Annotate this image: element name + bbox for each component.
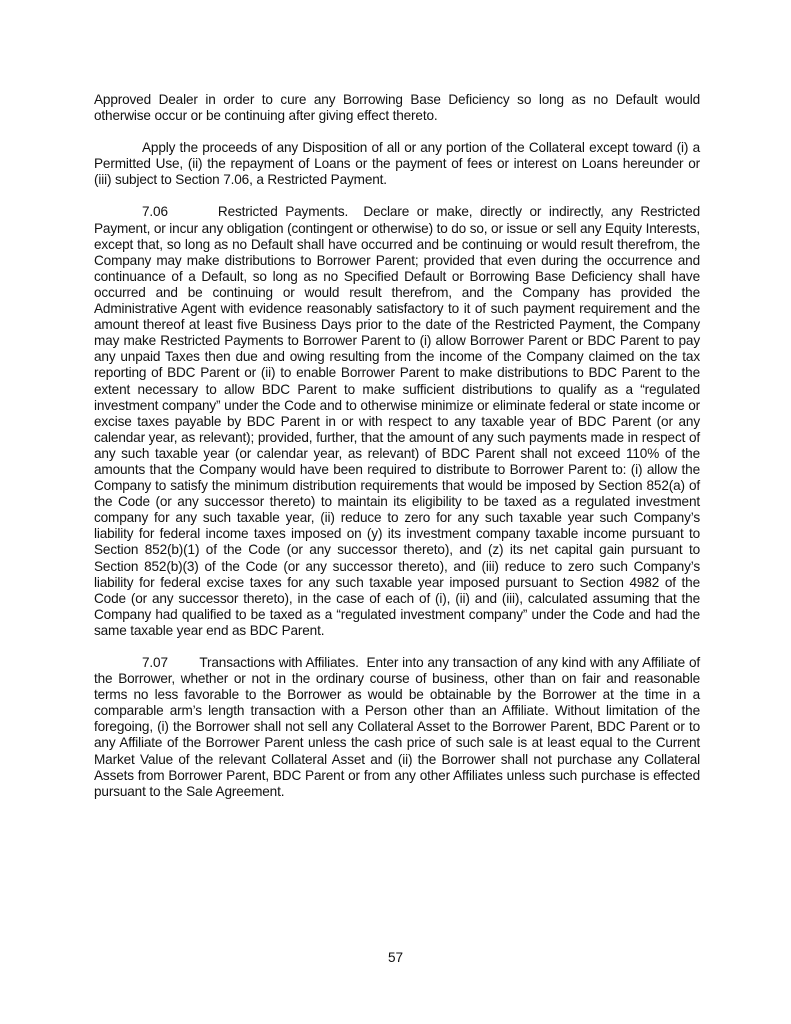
- section-body: Declare or make, directly or indirectly, any Restricted Payment, or incur any obligation (contingent or otherwise) to do so, or issue or sell any Equity Interests, except that, so long as no Default shall have occurred and be continuing or would result therefrom, the Company may make distributions to Borrower Parent; provided that even during the occurrence and continuance of a Default, so long as no Specified Default or Borrowing Base Deficiency shall have occurred and be continuing or would result therefrom, and the Company has provided the Administrative Agent with evidence reasonably satisfactory to it of such payment requirement and the amount thereof at least five Business Days prior to the date of the Restricted Payment, the Company may make Restricted Payments to Borrower Parent to (i) allow Borrower Parent or BDC Parent to pay any unpaid Taxes then due and owing resulting from the income of the Company claimed on the tax reporting of BDC Parent or (ii) to enable Borrower Parent to make distributions to BDC Parent to the extent necessary to allow BDC Parent to make sufficient distributions to qualify as a “regulated investment company” under the Code and to otherwise minimize or eliminate federal or state income or excise taxes payable by BDC Parent in or with respect to any taxable year of BDC Parent (or any calendar year, as relevant); provided, further, that the amount of any such payments made in respect of any such taxable year (or calendar year, as relevant) of BDC Parent shall not exceed 110% of the amounts that the Company would have been required to distribute to Borrower Parent to: (i) allow the Company to satisfy the minimum distribution requirements that would be imposed by Section 852(a) of the Code (or any successor thereto) to maintain its eligibility to be taxed as a regulated investment company for any such taxable year, (ii) reduce to zero for any such taxable year such Company’s liability for federal income taxes imposed on (y) its investment company taxable income pursuant to Section 852(b)(1) of the Code (or any successor thereto), and (z) its net capital gain pursuant to Section 852(b)(3) of the Code (or any successor thereto), and (iii) reduce to zero such Company’s liability for federal excise taxes for any such taxable year imposed pursuant to Section 4982 of the Code (or any successor thereto), in the case of each of (i), (ii) and (iii), calculated assuming that the Company had qualified to be taxed as a “regulated investment company” under the Code and had the same taxable year end as BDC Parent.: [94, 204, 701, 638]
- section-7-06: [94, 204, 700, 639]
- section-title: Restricted Payments.: [217, 204, 349, 220]
- page-number: 57: [387, 950, 404, 965]
- section-number: 7.06: [142, 204, 168, 220]
- section-7-07: [94, 655, 700, 800]
- section-number: 7.07: [142, 655, 168, 670]
- paragraph-apply-proceeds: Apply the proceeds of any Disposition of all or any portion of the Collateral except toward (i) a Permitted Use, (ii) the repayment of Loans or the payment of fees or interest on Loans hereunder or (iii) subject to Section 7.06, a Restricted Payment.: [94, 140, 700, 188]
- paragraph-approved-dealer: Approved Dealer in order to cure any Borrowing Base Deficiency so long as no Default would otherwise occur or be continuing after giving effect thereto.: [94, 92, 700, 124]
- document-page: [94, 92, 700, 816]
- section-title: Transactions with Affiliates.: [199, 655, 359, 670]
- section-body: Enter into any transaction of any kind with any Affiliate of the Borrower, whether or not in the ordinary course of business, other than on fair and reasonable terms no less favorable to the Borrower as would be obtainable by the Borrower at the time in a comparable arm’s length transaction with a Person other than an Affiliate. Without limitation of the foregoing, (i) the Borrower shall not sell any Collateral Asset to the Borrower Parent, BDC Parent or to any Affiliate of the Borrower Parent unless the cash price of such sale is at least equal to the Current Market Value of the relevant Collateral Asset and (ii) the Borrower shall not purchase any Collateral Assets from Borrower Parent, BDC Parent or from any other Affiliates unless such purchase is effected pursuant to the Sale Agreement.: [94, 655, 700, 799]
